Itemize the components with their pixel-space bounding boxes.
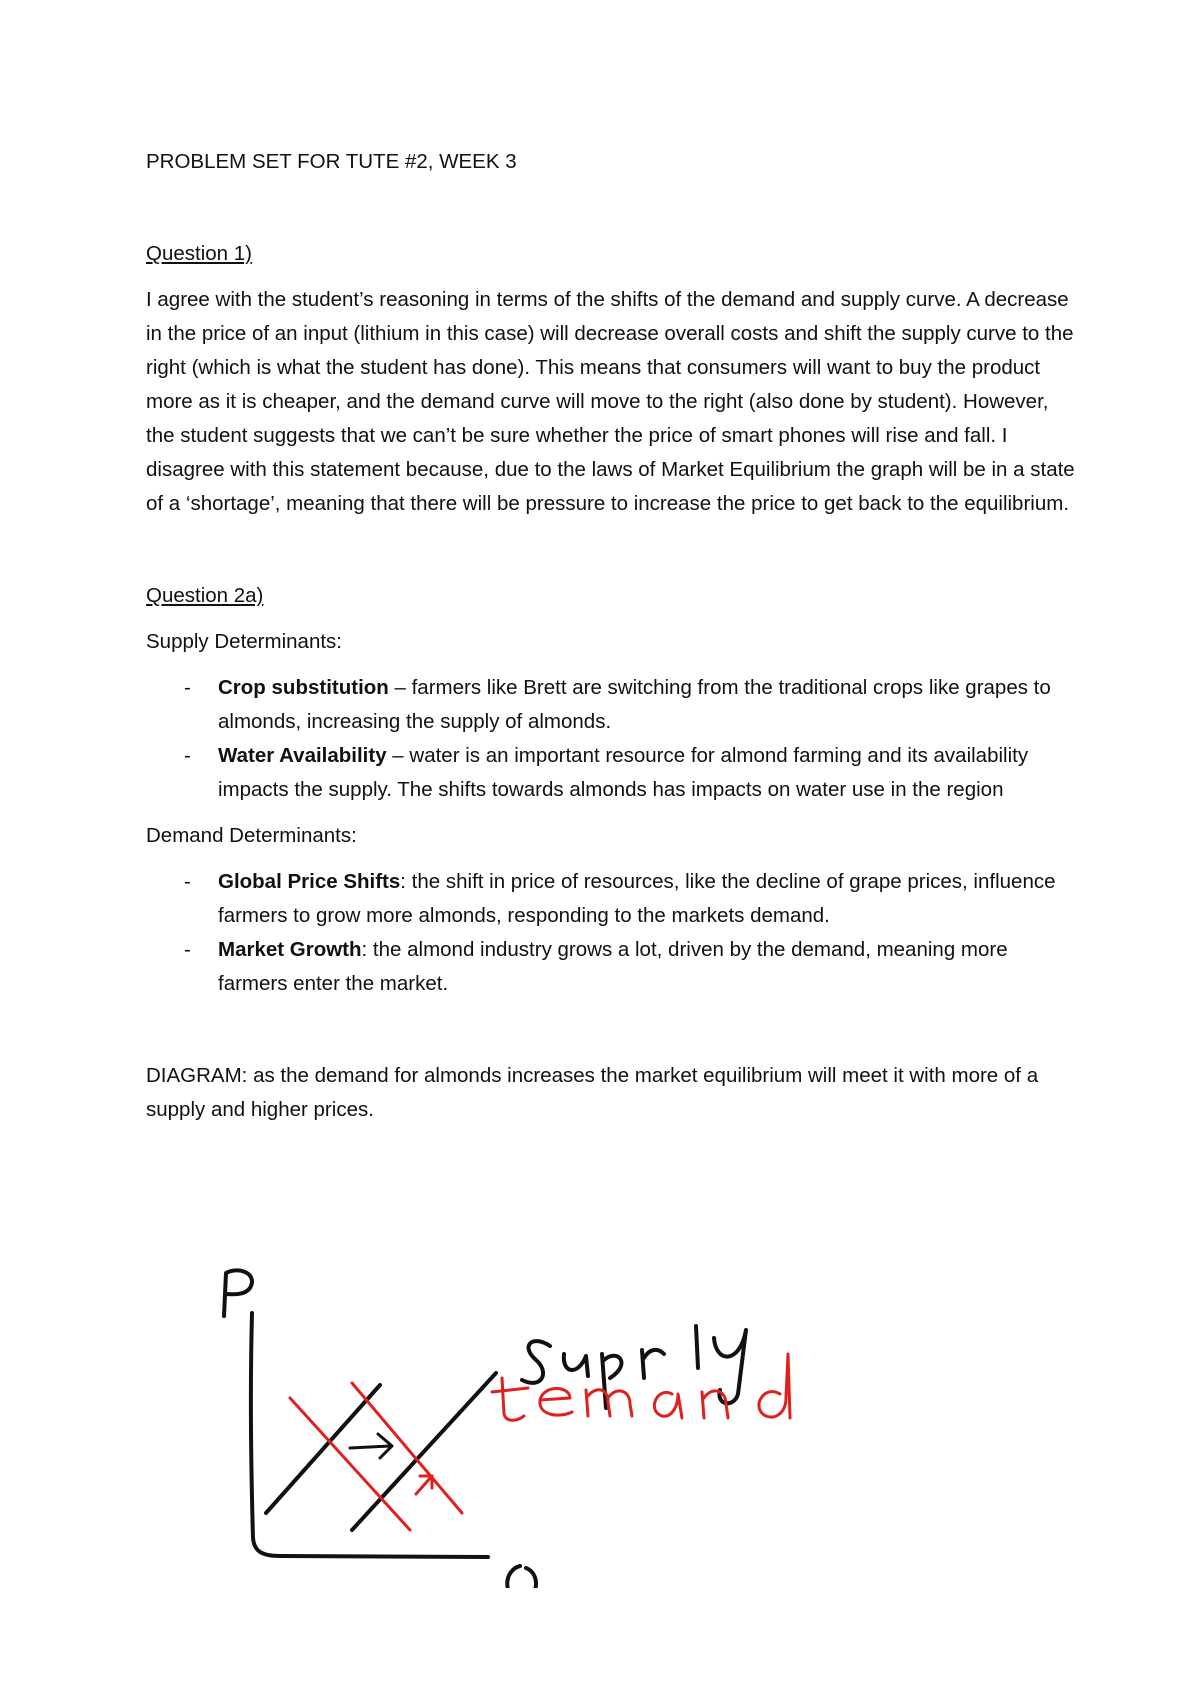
question-2a-heading: Question 2a) [146,584,264,607]
list-item [146,671,1076,739]
determinant-term: Crop substitution [218,676,389,699]
price-axis-label-mark [224,1270,252,1316]
demand-determinants-heading: Demand Determinants: [146,824,357,847]
bullet-dash: - [184,870,191,893]
demand-handwriting-d2 [759,1354,790,1418]
supply-handwriting-s [522,1341,550,1383]
axes-lines [251,1313,488,1557]
supply-shift-arrow [350,1434,392,1458]
determinant-term: Water Availability [218,744,387,767]
determinant-text: : the almond industry grows a lot, driven by the demand, meaning more farmers enter the market. [218,938,1008,995]
quantity-axis-label-mark [507,1566,558,1588]
determinant-text: – water is an important resource for almond farming and its availability impacts the supply. The shifts towards almonds has impacts on water use in the region [218,744,1029,801]
document-body [146,145,1076,1127]
bullet-dash: - [184,744,191,767]
bullet-dash: - [184,676,191,699]
demand-determinants-list [146,865,1076,1001]
supply-determinants-list [146,671,1076,807]
page-title: PROBLEM SET FOR TUTE #2, WEEK 3 [146,150,517,173]
diagram-caption: DIAGRAM: as the demand for almonds increases the market equilibrium will meet it with more of a supply and higher prices. [146,1064,1039,1121]
supply-curve-shifted [352,1373,496,1530]
determinant-term: Market Growth [218,938,362,961]
demand-handwriting-a [654,1392,682,1418]
list-item [146,739,1076,807]
question-1-answer: I agree with the student’s reasoning in terms of the shifts of the demand and supply curve. A decrease in the price of an input (lithium in this case) will decrease overall costs and shift the supply curve to the right (which is what the student has done). This means that consumers will want to buy the product more as it is cheaper, and the demand curve will move to the right (also done by student). However, the student suggests that we can’t be sure whether the price of smart phones will rise and fall. I disagree with this statement because, due to the laws of Market Equilibrium the graph will be in a state of a ‘shortage’, meaning that there will be pressure to increase the price to get back to the equilibrium. [146,288,1075,515]
supply-handwriting-u [564,1354,588,1376]
demand-shift-arrow [416,1476,432,1494]
list-item [146,933,1076,1001]
demand-handwriting-d [492,1378,528,1420]
determinant-text: – farmers like Brett are switching from the traditional crops like grapes to almonds, increasing the supply of almonds. [218,676,1051,733]
determinant-term: Global Price Shifts [218,870,401,893]
question-1-heading: Question 1) [146,242,252,265]
demand-handwriting-m [586,1390,632,1416]
list-item [146,865,1076,933]
supply-determinants-heading: Supply Determinants: [146,630,342,653]
supply-curve [266,1385,380,1513]
bullet-dash: - [184,938,191,961]
demand-handwriting-e [540,1389,572,1416]
supply-handwriting-p1 [602,1354,621,1408]
supply-handwriting-r [642,1350,664,1378]
supply-demand-sketch [220,1268,900,1588]
determinant-text: : the shift in price of resources, like the decline of grape prices, influence farmers to grow more almonds, responding to the markets demand. [218,870,1056,927]
supply-handwriting-l [696,1326,698,1368]
